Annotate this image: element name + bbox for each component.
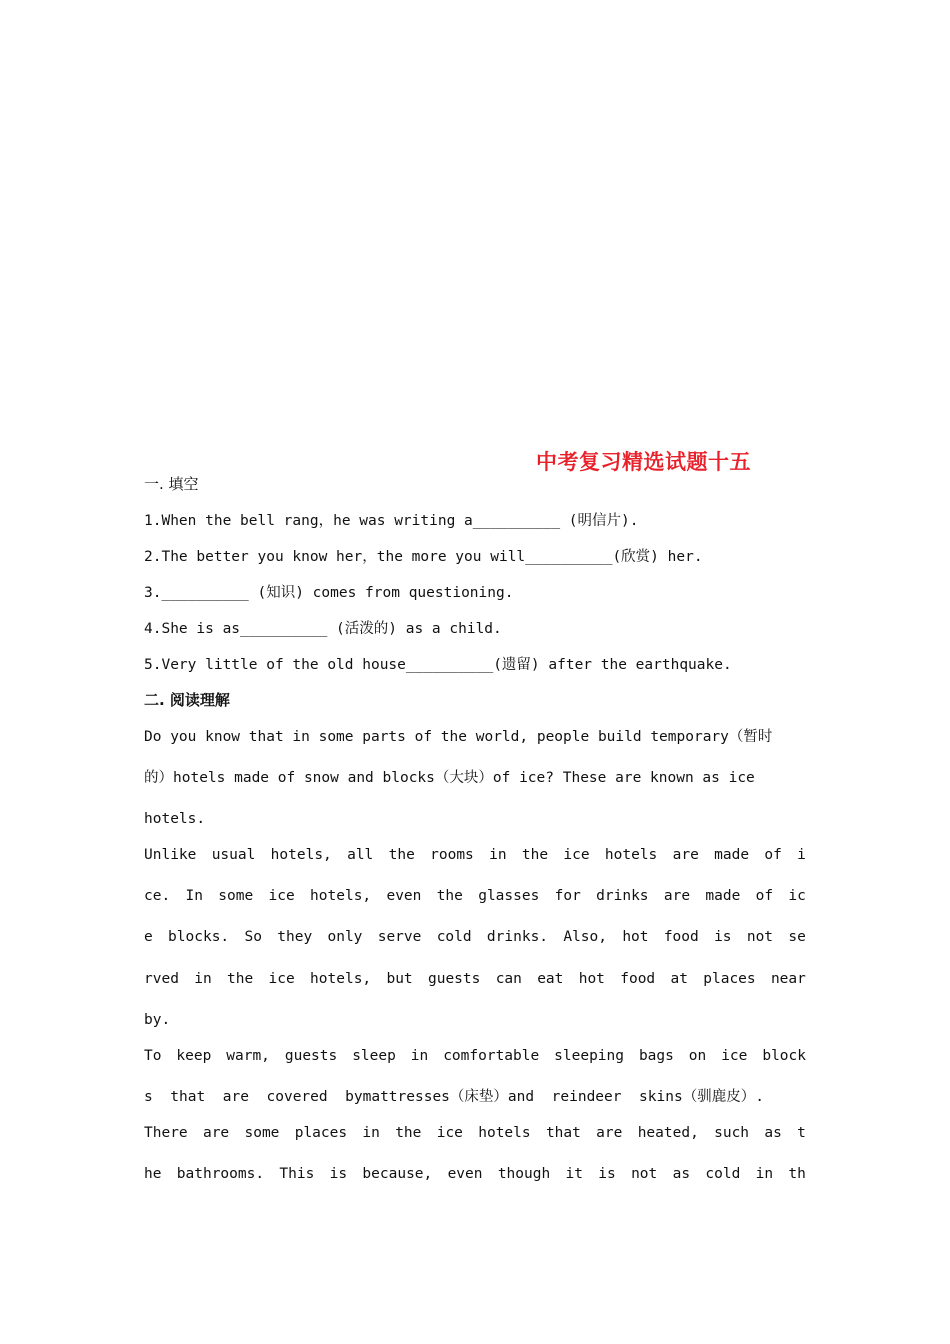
word: near (770, 971, 806, 987)
word: covered (266, 1089, 328, 1105)
word: t (797, 1125, 806, 1141)
word: usual (211, 847, 256, 863)
word: are (663, 888, 691, 904)
word: ice (268, 971, 295, 987)
word: drinks (596, 888, 649, 904)
word: keep (176, 1048, 212, 1064)
word: s (144, 1089, 153, 1105)
paragraph-line (144, 1164, 806, 1184)
word: not (746, 929, 774, 945)
word: th (788, 1166, 806, 1182)
word: as (764, 1125, 782, 1141)
word: the (388, 847, 415, 863)
word: se (788, 929, 806, 945)
word: he (144, 1166, 162, 1182)
word: hotels (478, 1125, 531, 1141)
word: in (755, 1166, 774, 1182)
document-title: 中考复习精选试题十五 (536, 450, 751, 474)
paragraph-line: Do you know that in some parts of the world, people build temporary（暂时 (144, 729, 773, 745)
word: that (545, 1125, 581, 1141)
word: but (386, 971, 413, 987)
word: places (294, 1125, 348, 1141)
question-item: 3.__________ (知识) comes from questioning. (144, 585, 514, 601)
word: on (688, 1048, 707, 1064)
word: they (277, 929, 313, 945)
word: it (565, 1166, 583, 1182)
word: guests (284, 1048, 338, 1064)
paragraph-line (144, 969, 806, 989)
word: hot (622, 929, 649, 945)
word: food (663, 929, 699, 945)
word: ice (268, 888, 295, 904)
word: the (227, 971, 254, 987)
word: at (670, 971, 688, 987)
question-item: 4.She is as__________ (活泼的) as a child. (144, 621, 502, 637)
word: are (202, 1125, 230, 1141)
word: heated, (637, 1125, 699, 1141)
word: ic (788, 888, 806, 904)
word: the (521, 847, 549, 863)
word: sleeping (554, 1048, 624, 1064)
word: only (327, 929, 363, 945)
word: ce. (144, 888, 171, 904)
word: bymattresses（床垫）and (345, 1089, 535, 1105)
word: Also, (563, 929, 607, 945)
word: such (714, 1125, 750, 1141)
word: the (436, 888, 463, 904)
word: in (410, 1048, 429, 1064)
question-item: 1.When the bell rang，he was writing a__________ (明信片). (144, 513, 639, 529)
word: are (222, 1089, 249, 1105)
word: blocks. (168, 929, 230, 945)
word: in (489, 847, 507, 863)
word: So (244, 929, 262, 945)
word: reindeer (551, 1089, 622, 1105)
word: In (185, 888, 203, 904)
word: are (596, 1125, 623, 1141)
word: guests (427, 971, 481, 987)
word: skins（驯鹿皮）. (639, 1089, 764, 1105)
word: hotels, (310, 971, 372, 987)
paragraph-line: by. (144, 1012, 171, 1028)
word: even (447, 1166, 483, 1182)
word: To (144, 1048, 162, 1064)
word: though (497, 1166, 551, 1182)
paragraph-line (144, 886, 806, 906)
word: ice (721, 1048, 748, 1064)
word: places (703, 971, 756, 987)
question-item: 2.The better you know her，the more you will__________(欣赏) her. (144, 549, 703, 565)
section-heading-fill-blank: 一. 填空 (144, 475, 199, 493)
word: eat (537, 971, 564, 987)
word: hotels (604, 847, 658, 863)
paragraph-line (144, 1087, 764, 1107)
word: can (495, 971, 522, 987)
word: food (620, 971, 656, 987)
word: ice (436, 1125, 463, 1141)
word: not (631, 1166, 658, 1182)
word: Unlike (144, 847, 197, 863)
word: in (194, 971, 212, 987)
word: bathrooms. (176, 1166, 265, 1182)
word: because, (362, 1166, 433, 1182)
word: rooms (430, 847, 474, 863)
word: cold (436, 929, 472, 945)
word: some (244, 1125, 280, 1141)
paragraph-line (144, 1046, 806, 1066)
word: hotels, (310, 888, 372, 904)
word: There (144, 1125, 188, 1141)
word: sleep (352, 1048, 396, 1064)
question-item: 5.Very little of the old house__________(遗留) after the earthquake. (144, 657, 732, 673)
word: block (762, 1048, 806, 1064)
word: glasses (478, 888, 540, 904)
word: as (672, 1166, 691, 1182)
word: for (554, 888, 581, 904)
word: of (764, 847, 782, 863)
word: made (705, 888, 741, 904)
word: This (279, 1166, 315, 1182)
word: cold (705, 1166, 741, 1182)
word: bags (638, 1048, 674, 1064)
word: ice (563, 847, 590, 863)
word: i (797, 847, 806, 863)
word: of (755, 888, 774, 904)
word: rved (144, 971, 179, 987)
word: is (598, 1166, 616, 1182)
word: hotels, (270, 847, 332, 863)
word: some (218, 888, 254, 904)
word: is (714, 929, 732, 945)
paragraph-line: 的）hotels made of snow and blocks（大块）of ice? These are known as ice (144, 770, 755, 786)
paragraph-line: hotels. (144, 811, 206, 827)
word: even (386, 888, 422, 904)
section-heading-reading: 二. 阅读理解 (144, 691, 230, 709)
word: e (144, 929, 153, 945)
paragraph-line (144, 845, 806, 865)
word: comfortable (443, 1048, 540, 1064)
word: drinks. (486, 929, 549, 945)
word: the (395, 1125, 422, 1141)
word: warm, (226, 1048, 270, 1064)
word: all (347, 847, 374, 863)
word: that (170, 1089, 206, 1105)
word: hot (578, 971, 605, 987)
word: in (362, 1125, 380, 1141)
word: made (714, 847, 750, 863)
word: are (672, 847, 699, 863)
word: serve (377, 929, 422, 945)
paragraph-line (144, 927, 806, 947)
paragraph-line (144, 1123, 806, 1143)
word: is (329, 1166, 348, 1182)
